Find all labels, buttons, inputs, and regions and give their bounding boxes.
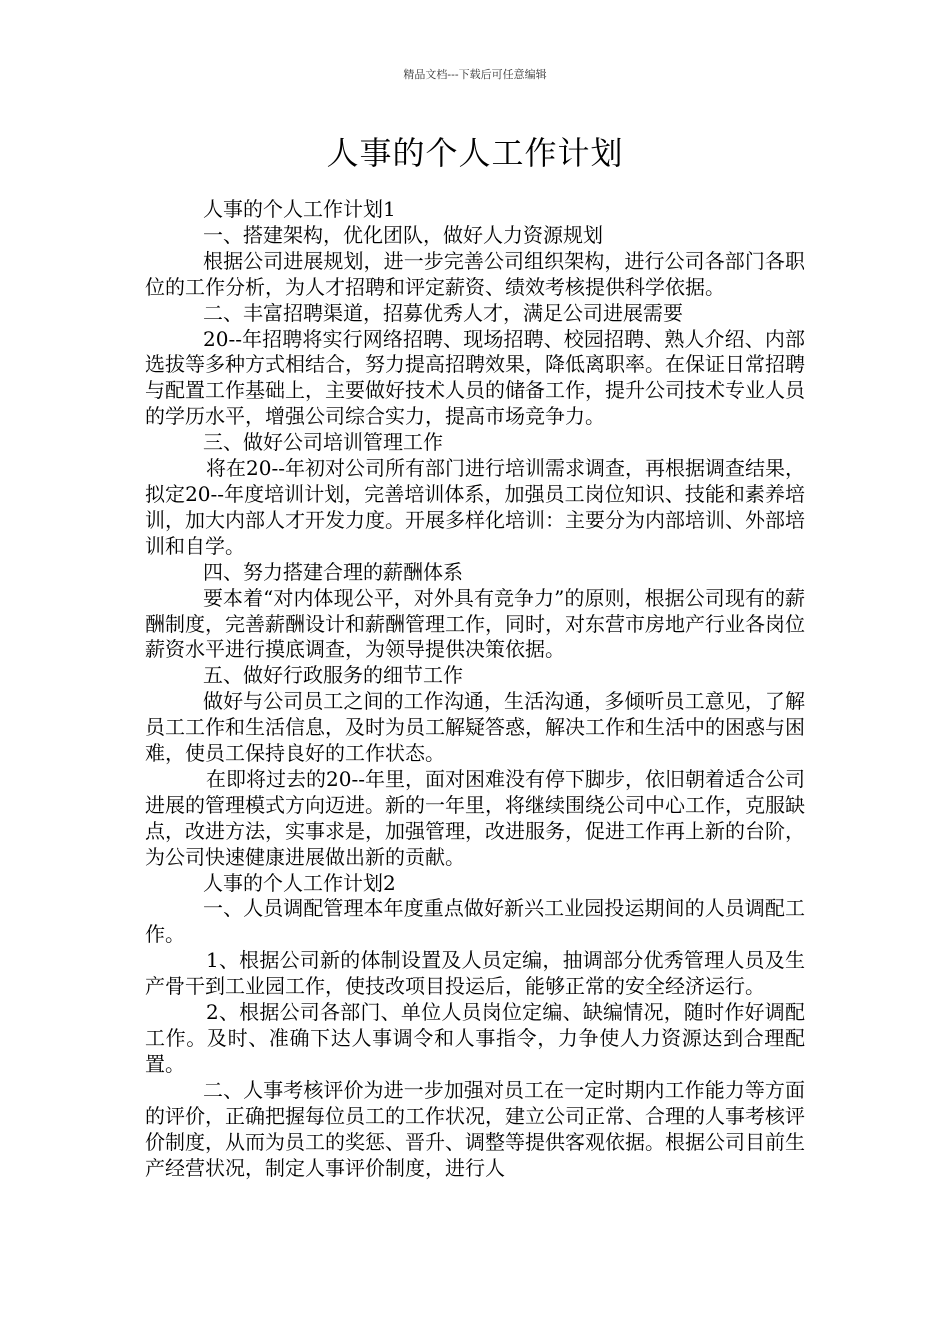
paragraph-plan2-heading: 人事的个人工作计划2 <box>203 870 396 895</box>
paragraph: 二、人事考核评价为进一步加强对员工在一定时期内工作能力等方面的评价，正确把握每位员工的工作状况，建立公司正常、合理的人事考核评价制度，从而为员工的奖惩、晋升、调整等提供客观依据。根据公司目前生产经营状况，制定人事评价制度，进行人 <box>145 1077 805 1180</box>
paragraph: 2、根据公司各部门、单位人员岗位定编、缺编情况，随时作好调配工作。及时、准确下达人事调令和人事指令，力争使人力资源达到合理配置。 <box>145 1000 805 1076</box>
paragraph: 将在20--年初对公司所有部门进行培训需求调查，再根据调查结果，拟定20--年度培训计划，完善培训体系，加强员工岗位知识、技能和素养培训，加大内部人才开发力度。开展多样化培训：主要分为内部培训、外部培训和自学。 <box>145 456 805 558</box>
paragraph-plan1-heading: 人事的个人工作计划1 <box>203 197 396 221</box>
paragraph: 一、人员调配管理本年度重点做好新兴工业园投运期间的人员调配工作。 <box>145 896 805 947</box>
paragraph: 根据公司进展规划，进一步完善公司组织架构，进行公司各部门各职位的工作分析，为人才招聘和评定薪资、绩效考核提供科学依据。 <box>145 248 805 299</box>
header-note: 精品文档---下载后可任意编辑 <box>403 68 547 81</box>
paragraph-section5-heading: 五、做好行政服务的细节工作 <box>203 663 463 688</box>
document-body <box>145 197 805 1181</box>
paragraph-section2-heading: 二、丰富招聘渠道，招募优秀人才，满足公司进展需要 <box>203 300 683 325</box>
paragraph: 20--年招聘将实行网络招聘、现场招聘、校园招聘、熟人介绍、内部选拔等多种方式相结合，努力提高招聘效果，降低离职率。在保证日常招聘与配置工作基础上，主要做好技术人员的储备工作，提升公司技术专业人员的学历水平，增强公司综合实力，提高市场竞争力。 <box>145 326 805 429</box>
paragraph: 要本着“对内体现公平，对外具有竞争力”的原则，根据公司现有的薪酬制度，完善薪酬设计和薪酬管理工作，同时，对东营市房地产行业各岗位薪资水平进行摸底调查，为领导提供决策依据。 <box>145 585 805 662</box>
document-title: 人事的个人工作计划 <box>326 134 624 172</box>
paragraph-section4-heading: 四、努力搭建合理的薪酬体系 <box>203 559 463 584</box>
paragraph-section1-heading: 一、搭建架构，优化团队，做好人力资源规划 <box>203 222 603 247</box>
paragraph-section3-heading: 三、做好公司培训管理工作 <box>203 430 443 455</box>
paragraph: 做好与公司员工之间的工作沟通，生活沟通，多倾听员工意见，了解员工工作和生活信息，及时为员工解疑答惑，解决工作和生活中的困惑与困难，使员工保持良好的工作状态。 <box>145 689 805 766</box>
paragraph: 在即将过去的20--年里，面对困难没有停下脚步，依旧朝着适合公司进展的管理模式方向迈进。新的一年里，将继续围绕公司中心工作，克服缺点，改进方法，实事求是，加强管理，改进服务，促进工作再上新的台阶，为公司快速健康进展做出新的贡献。 <box>145 766 805 869</box>
paragraph: 1、根据公司新的体制设置及人员定编，抽调部分优秀管理人员及生产骨干到工业园工作，使技改项目投运后，能够正常的安全经济运行。 <box>145 948 805 999</box>
